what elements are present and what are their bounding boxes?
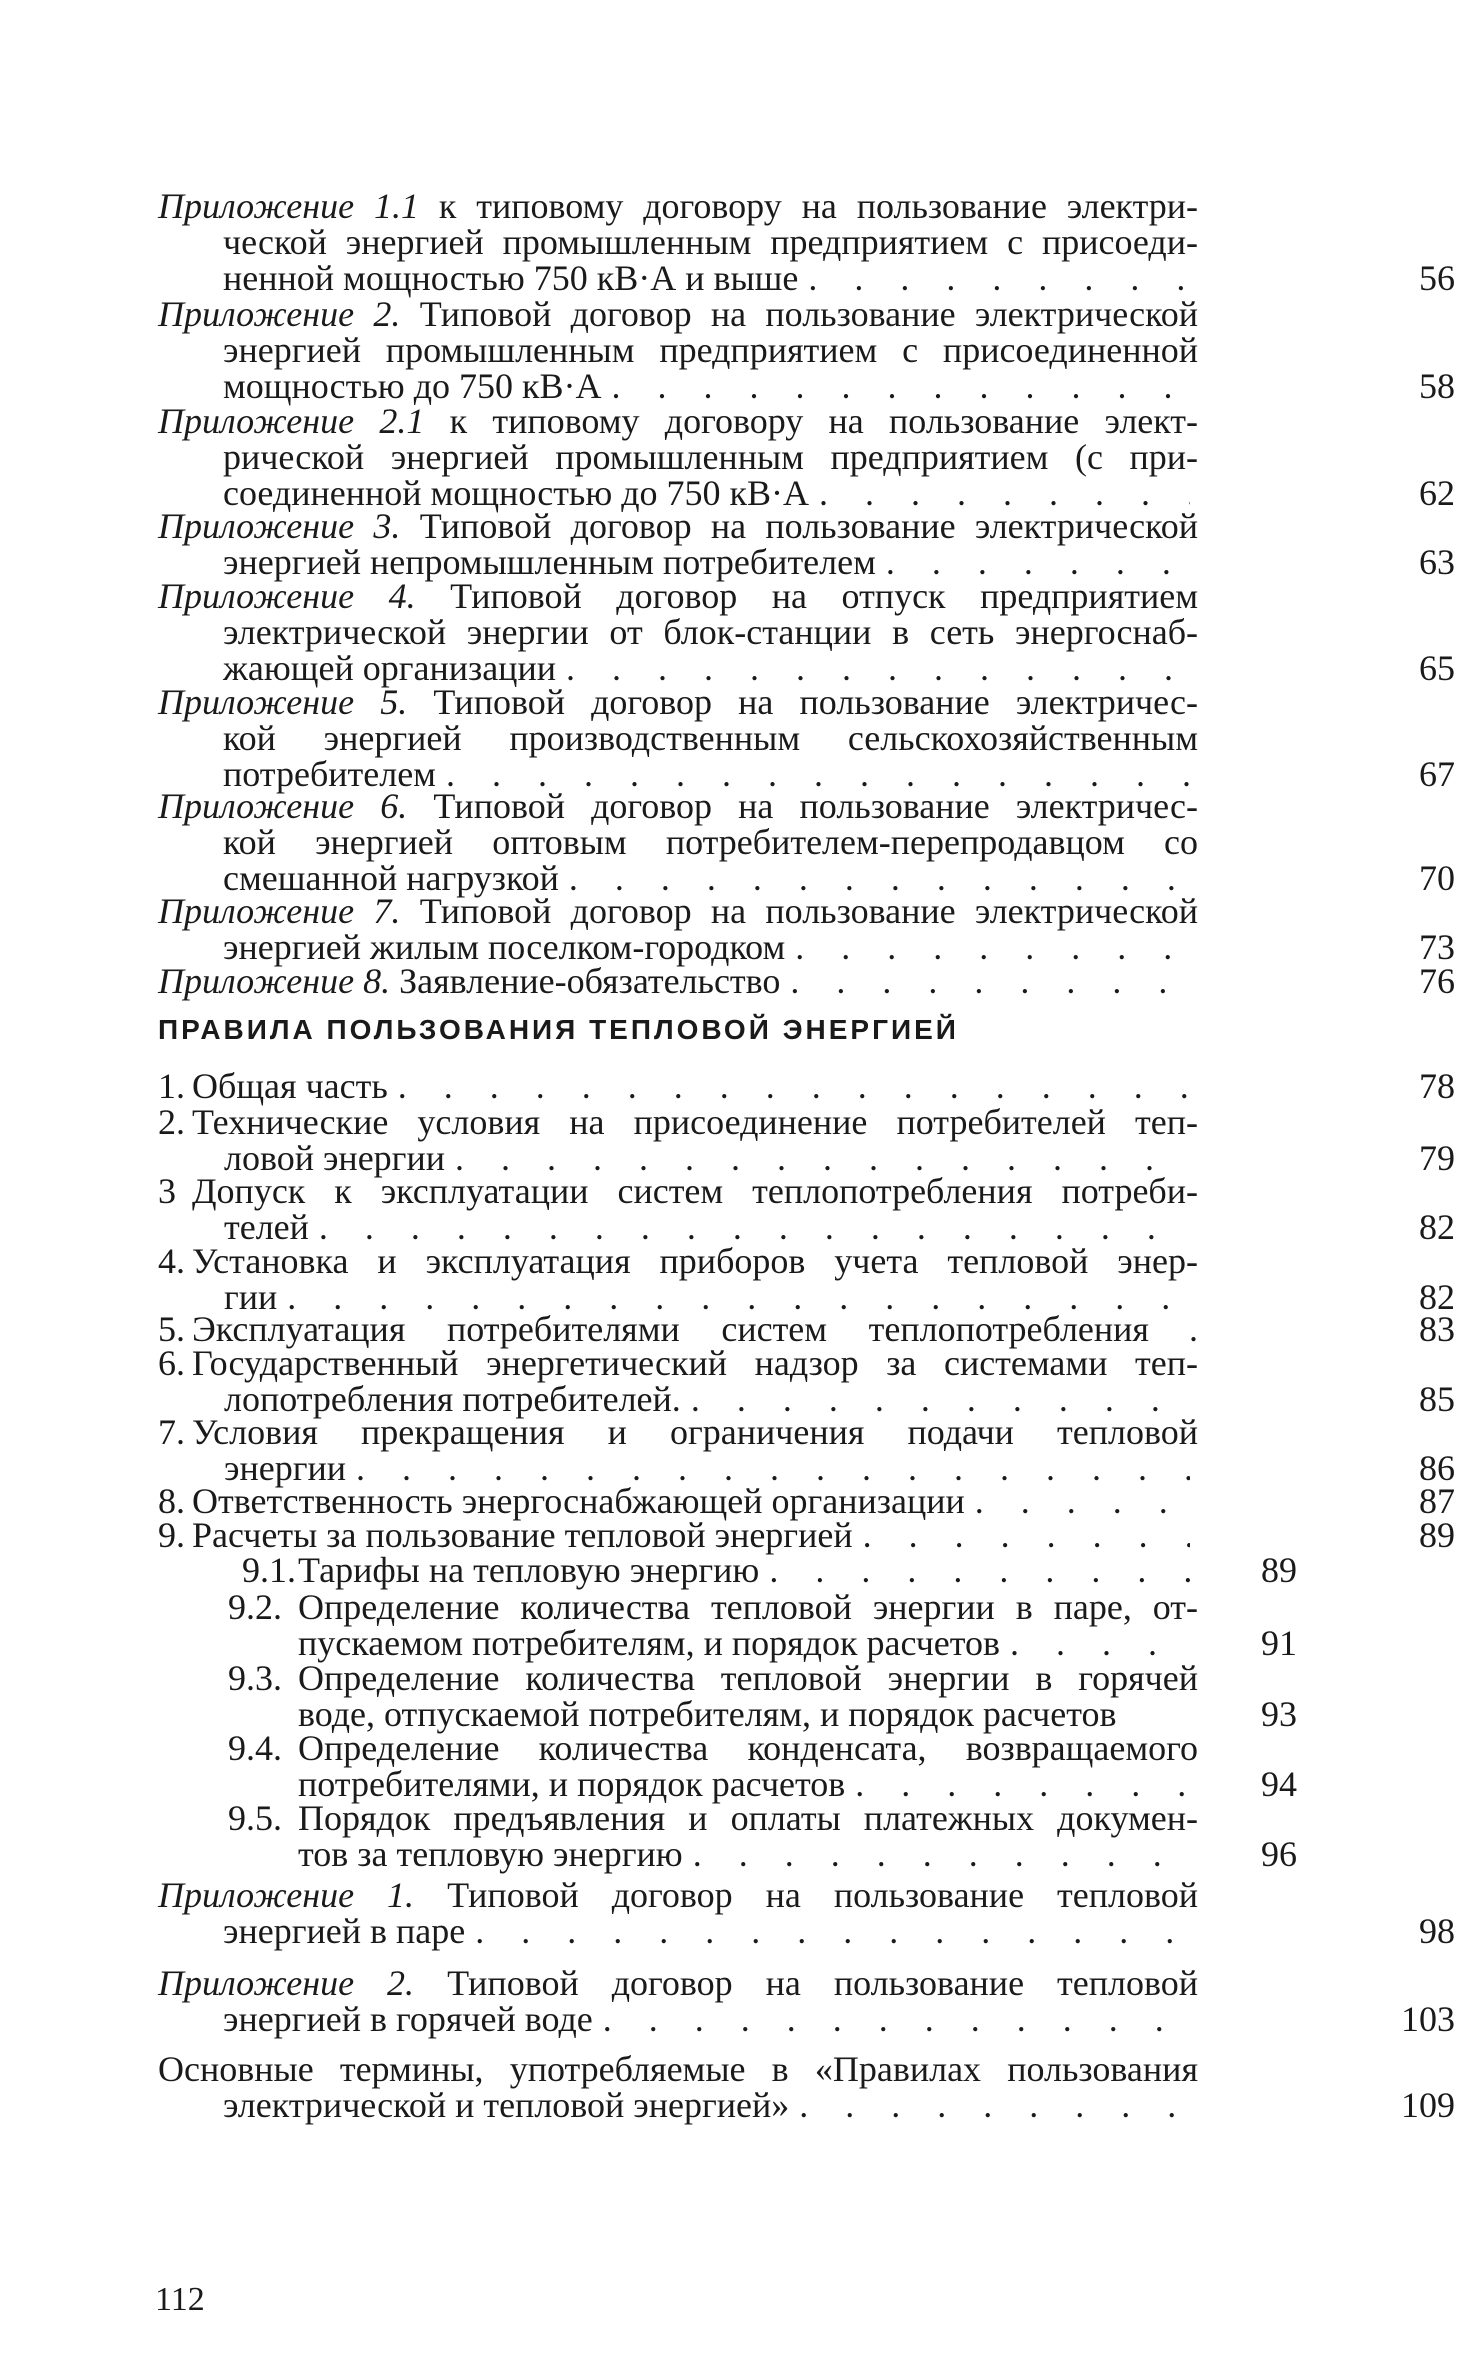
page-number: 89: [1419, 1515, 1455, 1555]
toc-entry-rule-7: 7. Условия прекращения и ограничения подачи тепловой энергии . . . 86: [158, 1414, 1198, 1486]
page-number: 93: [1261, 1694, 1297, 1734]
page-number: 82: [1419, 1207, 1455, 1247]
toc-entry-appendix-4: Приложение 4. Типовой договор на отпуск предприятием электрической энергии от блок-станции в сеть энергоснаб- жающей организации . . . 65: [158, 578, 1198, 686]
page-number: 56: [1419, 258, 1455, 298]
dot-leader: [975, 1483, 1190, 1519]
toc-entry-appendix-1-1: Приложение 1.1 к типовому договору на пользование электри- ческой энергией промышленным предприятием с присоеди- ненной мощностью 750 кВ·А и выше . . . 56: [158, 188, 1198, 296]
dot-leader: [863, 1517, 1190, 1553]
page-number: 58: [1419, 366, 1455, 406]
page-number: 63: [1419, 542, 1455, 582]
dot-leader: [603, 2001, 1190, 2037]
page-folio-number: 112: [155, 2281, 205, 2318]
toc-entry-rule-5: 5. Эксплуатация потребителями систем теплопотребления . 83: [158, 1309, 1455, 1349]
toc-entry-rule-4: 4. Установка и эксплуатация приборов учета тепловой энер- гии . . . 82: [158, 1243, 1198, 1315]
dot-leader: [795, 929, 1190, 965]
page-number: 83: [1419, 1309, 1455, 1349]
page-number: 79: [1419, 1138, 1455, 1178]
appendix-label: Приложение 1.: [158, 1875, 415, 1915]
toc-entry-appendix-5: Приложение 5. Типовой договор на пользование электричес- кой энергией производственным сельскохозяйственным потребителем . . . 67: [158, 684, 1198, 792]
toc-entry-rule-8: 8. Ответственность энергоснабжающей организации . . . 87: [158, 1483, 1198, 1519]
dot-leader: [855, 1766, 1190, 1802]
toc-entry-appendix-7: Приложение 7. Типовой договор на пользование электрической энергией жилым поселком-городком . . . 73: [158, 893, 1198, 965]
dot-leader: [799, 2087, 1190, 2123]
page-number: 103: [1401, 1999, 1455, 2039]
dot-leader: [1010, 1625, 1190, 1661]
toc-entry-thermal-appendix-1: Приложение 1. Типовой договор на пользование тепловой энергией в паре . . . 98: [158, 1877, 1198, 1949]
page-number: 86: [1419, 1448, 1455, 1488]
page-number: 62: [1419, 473, 1455, 513]
page-number: 76: [1419, 961, 1455, 1001]
appendix-label: Приложение 8.: [158, 961, 391, 1001]
page-number: 73: [1419, 927, 1455, 967]
page-number: 89: [1261, 1550, 1297, 1590]
toc-entry-appendix-6: Приложение 6. Типовой договор на пользование электричес- кой энергией оптовым потребителем-перепродавцом со смешанной нагрузкой . . . 70: [158, 788, 1198, 896]
page-number: 91: [1261, 1623, 1297, 1663]
page-number: 109: [1401, 2085, 1455, 2125]
appendix-label: Приложение 7.: [158, 891, 401, 931]
page-number: 65: [1419, 648, 1455, 688]
page-number: 94: [1261, 1764, 1297, 1804]
toc-entry-basic-terms: Основные термины, употребляемые в «Правилах пользования электрической и тепловой энергией» . . . 109: [158, 2051, 1198, 2123]
appendix-label: Приложение 4.: [158, 576, 416, 616]
appendix-label: Приложение 2.1: [158, 401, 425, 441]
dot-leader: [319, 1209, 1190, 1245]
section-heading: ПРАВИЛА ПОЛЬЗОВАНИЯ ТЕПЛОВОЙ ЭНЕРГИЕЙ: [158, 1014, 959, 1045]
appendix-label: Приложение 3.: [158, 506, 401, 546]
page-number: 78: [1419, 1066, 1455, 1106]
toc-entry-rule-9-5: 9.5. Порядок предъявления и оплаты платежных докумен- тов за тепловую энергию . . . 96: [228, 1800, 1198, 1872]
page-number: 82: [1419, 1277, 1455, 1317]
toc-entry-rule-9-1: 9.1. Тарифы на тепловую энергию . . . 89: [242, 1552, 1198, 1588]
toc-entry-appendix-8: Приложение 8. Заявление-обязательство . . . 76: [158, 963, 1198, 999]
dot-leader: [398, 1068, 1190, 1104]
page-number: 85: [1419, 1379, 1455, 1419]
dot-leader: [886, 544, 1190, 580]
dot-leader: [566, 650, 1190, 686]
page-number: 67: [1419, 754, 1455, 794]
toc-entry-rule-9-2: 9.2. Определение количества тепловой энергии в паре, от- пускаемом потребителям, и порядок расчетов . . . 91: [228, 1589, 1198, 1661]
toc-entry-thermal-appendix-2: Приложение 2. Типовой договор на пользование тепловой энергией в горячей воде . . . 103: [158, 1965, 1198, 2037]
dot-leader: [769, 1552, 1190, 1588]
toc-entry-rule-3: 3 Допуск к эксплуатации систем теплопотребления потреби- телей . . . 82: [158, 1173, 1198, 1245]
toc-entry-appendix-2-1: Приложение 2.1 к типовому договору на пользование элект- рической энергией промышленным предприятием (с при- соединенной мощностью до 750 кВ·А . . . 62: [158, 403, 1198, 511]
page-number: 70: [1419, 858, 1455, 898]
dot-leader: [475, 1913, 1190, 1949]
appendix-label: Приложение 2.: [158, 294, 401, 334]
toc-entry-rule-6: 6. Государственный энергетический надзор за системами теп- лопотребления потребителей. . . . 85: [158, 1345, 1198, 1417]
appendix-label: Приложение 5.: [158, 682, 408, 722]
toc-entry-rule-9-4: 9.4. Определение количества конденсата, возвращаемого потребителями, и порядок расчетов . . . 94: [228, 1730, 1198, 1802]
page-number: 87: [1419, 1481, 1455, 1521]
toc-entry-rule-9: 9. Расчеты за пользование тепловой энергией . . . 89: [158, 1517, 1198, 1553]
appendix-label: Приложение 2.: [158, 1963, 415, 2003]
dot-leader: [693, 1836, 1190, 1872]
toc-entry-appendix-3: Приложение 3. Типовой договор на пользование электрической энергией непромышленным потребителем . . . 63: [158, 508, 1198, 580]
page-number: 98: [1419, 1911, 1455, 1951]
dot-leader: [808, 260, 1190, 296]
page-number: 96: [1261, 1834, 1297, 1874]
appendix-label: Приложение 6.: [158, 786, 408, 826]
dot-leader: [612, 368, 1191, 404]
appendix-label: Приложение 1.1: [158, 186, 419, 226]
toc-entry-rule-1: 1. Общая часть . . . 78: [158, 1068, 1198, 1104]
toc-entry-rule-9-3: 9.3. Определение количества тепловой энергии в горячей воде, отпускаемой потребителям, и порядок расчетов 93: [228, 1658, 1297, 1734]
toc-entry-appendix-2: Приложение 2. Типовой договор на пользование электрической энергией промышленным предприятием с присоединенной мощностью до 750 кВ·А . . . 58: [158, 296, 1198, 404]
dot-leader: [790, 963, 1190, 999]
toc-entry-rule-2: 2. Технические условия на присоединение потребителей теп- ловой энергии . . . 79: [158, 1104, 1198, 1176]
